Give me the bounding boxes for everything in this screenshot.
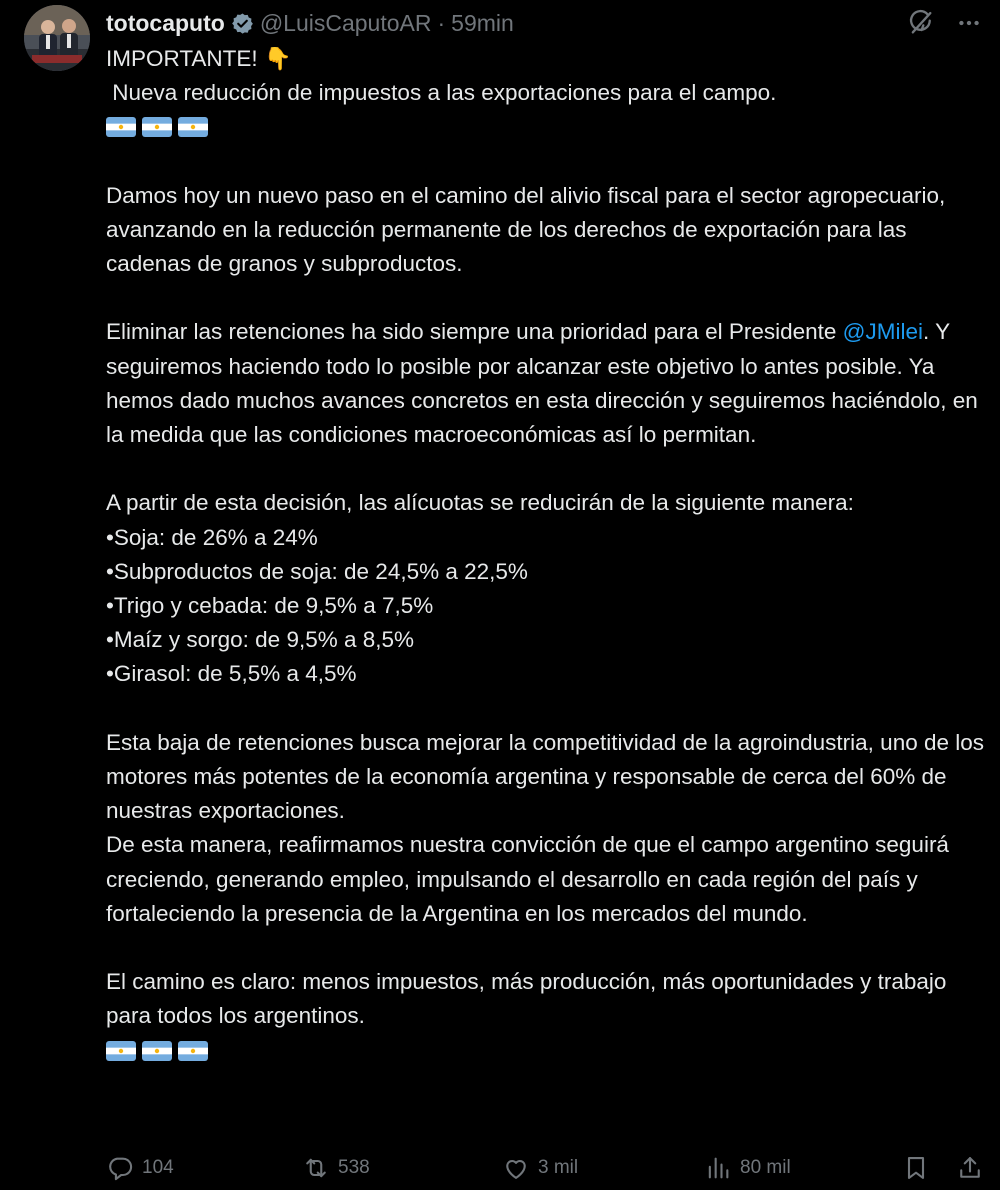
- argentina-flag-icon: [106, 117, 136, 137]
- flags-row-top: [106, 110, 986, 144]
- retweet-count: 538: [338, 1157, 370, 1178]
- like-count: 3 mil: [538, 1157, 579, 1178]
- action-bar: [106, 1150, 986, 1186]
- verified-badge-icon: [231, 12, 254, 35]
- retweet-icon: [302, 1154, 330, 1182]
- retweet-button[interactable]: [302, 1154, 370, 1182]
- tweet-text: [106, 42, 991, 1068]
- bookmark-button[interactable]: [902, 1154, 930, 1182]
- handle[interactable]: @LuisCaputoAR: [259, 9, 432, 36]
- list-item: •Subproductos de soja: de 24,5% a 22,5%: [106, 558, 528, 584]
- share-button[interactable]: [956, 1154, 984, 1182]
- argentina-flag-icon: [142, 117, 172, 137]
- list-item: •Girasol: de 5,5% a 4,5%: [106, 661, 357, 687]
- argentina-flag-icon: [106, 1041, 136, 1061]
- reply-icon: [106, 1154, 134, 1182]
- header-actions: [906, 8, 984, 38]
- tweet-paragraph-3: A partir de esta decisión, las alícuotas se reducirán de la siguiente manera:: [106, 490, 854, 516]
- flags-row-bottom: [106, 1034, 986, 1068]
- pointing-down-emoji-icon: 👇: [263, 46, 292, 71]
- bar-chart-icon: [704, 1154, 732, 1182]
- heart-icon: [502, 1154, 530, 1182]
- tweet-line-important: IMPORTANTE! 👇: [106, 46, 292, 71]
- avatar[interactable]: [24, 5, 90, 71]
- tweet-paragraph-6: El camino es claro: menos impuestos, más producción, más oportunidades y trabajo para todos los argentinos.: [106, 969, 953, 1029]
- argentina-flag-icon: [142, 1041, 172, 1061]
- more-icon[interactable]: [954, 8, 984, 38]
- tweet-paragraph-4: Esta baja de retenciones busca mejorar la competitividad de la agroindustria, uno de los motores más potentes de la economía argentina y responsable de cerca del 60% de nuestras exportaciones.: [106, 729, 991, 824]
- separator-dot: ·: [437, 9, 446, 36]
- bookmark-icon: [902, 1154, 930, 1182]
- tweet-paragraph-5: De esta manera, reafirmamos nuestra convicción de que el campo argentino seguirá creciendo, generando empleo, impulsando el desarrollo en cada región del país y fortaleciendo la presencia de la Argentina en los mercados del mundo.: [106, 832, 956, 926]
- argentina-flag-icon: [178, 117, 208, 137]
- grok-icon[interactable]: [906, 8, 936, 38]
- list-item: •Maíz y sorgo: de 9,5% a 8,5%: [106, 627, 415, 653]
- list-item: •Soja: de 26% a 24%: [106, 524, 318, 550]
- share-icon: [956, 1154, 984, 1182]
- display-name[interactable]: totocaputo: [106, 9, 225, 36]
- tweet-paragraph-2: Eliminar las retenciones ha sido siempre una prioridad para el Presidente @JMilei. Y seguiremos haciendo todo lo posible por alcanzar este objetivo lo antes posible. Ya hemos dado muchos avances concretos en esta dirección y seguiremos haciéndolo, en la medida que las condiciones macroeconómicas así lo permitan.: [106, 319, 985, 447]
- views-count: 80 mil: [740, 1157, 791, 1178]
- list-item: •Trigo y cebada: de 9,5% a 7,5%: [106, 593, 434, 618]
- views-button[interactable]: [704, 1154, 791, 1182]
- tweet-paragraph-1: Damos hoy un nuevo paso en el camino del alivio fiscal para el sector agropecuario, avanzando en la reducción permanente de los derechos de exportación para las cadenas de granos y subproductos.: [106, 182, 952, 276]
- tweet-header: [106, 6, 514, 40]
- tweet-line-headline: Nueva reducción de impuestos a las exportaciones para el campo.: [106, 80, 777, 106]
- reply-button[interactable]: [106, 1154, 174, 1182]
- like-button[interactable]: [502, 1154, 578, 1182]
- timestamp[interactable]: 59min: [451, 9, 514, 36]
- mention-link[interactable]: @JMilei: [842, 319, 923, 345]
- reply-count: 104: [142, 1157, 174, 1178]
- argentina-flag-icon: [178, 1041, 208, 1061]
